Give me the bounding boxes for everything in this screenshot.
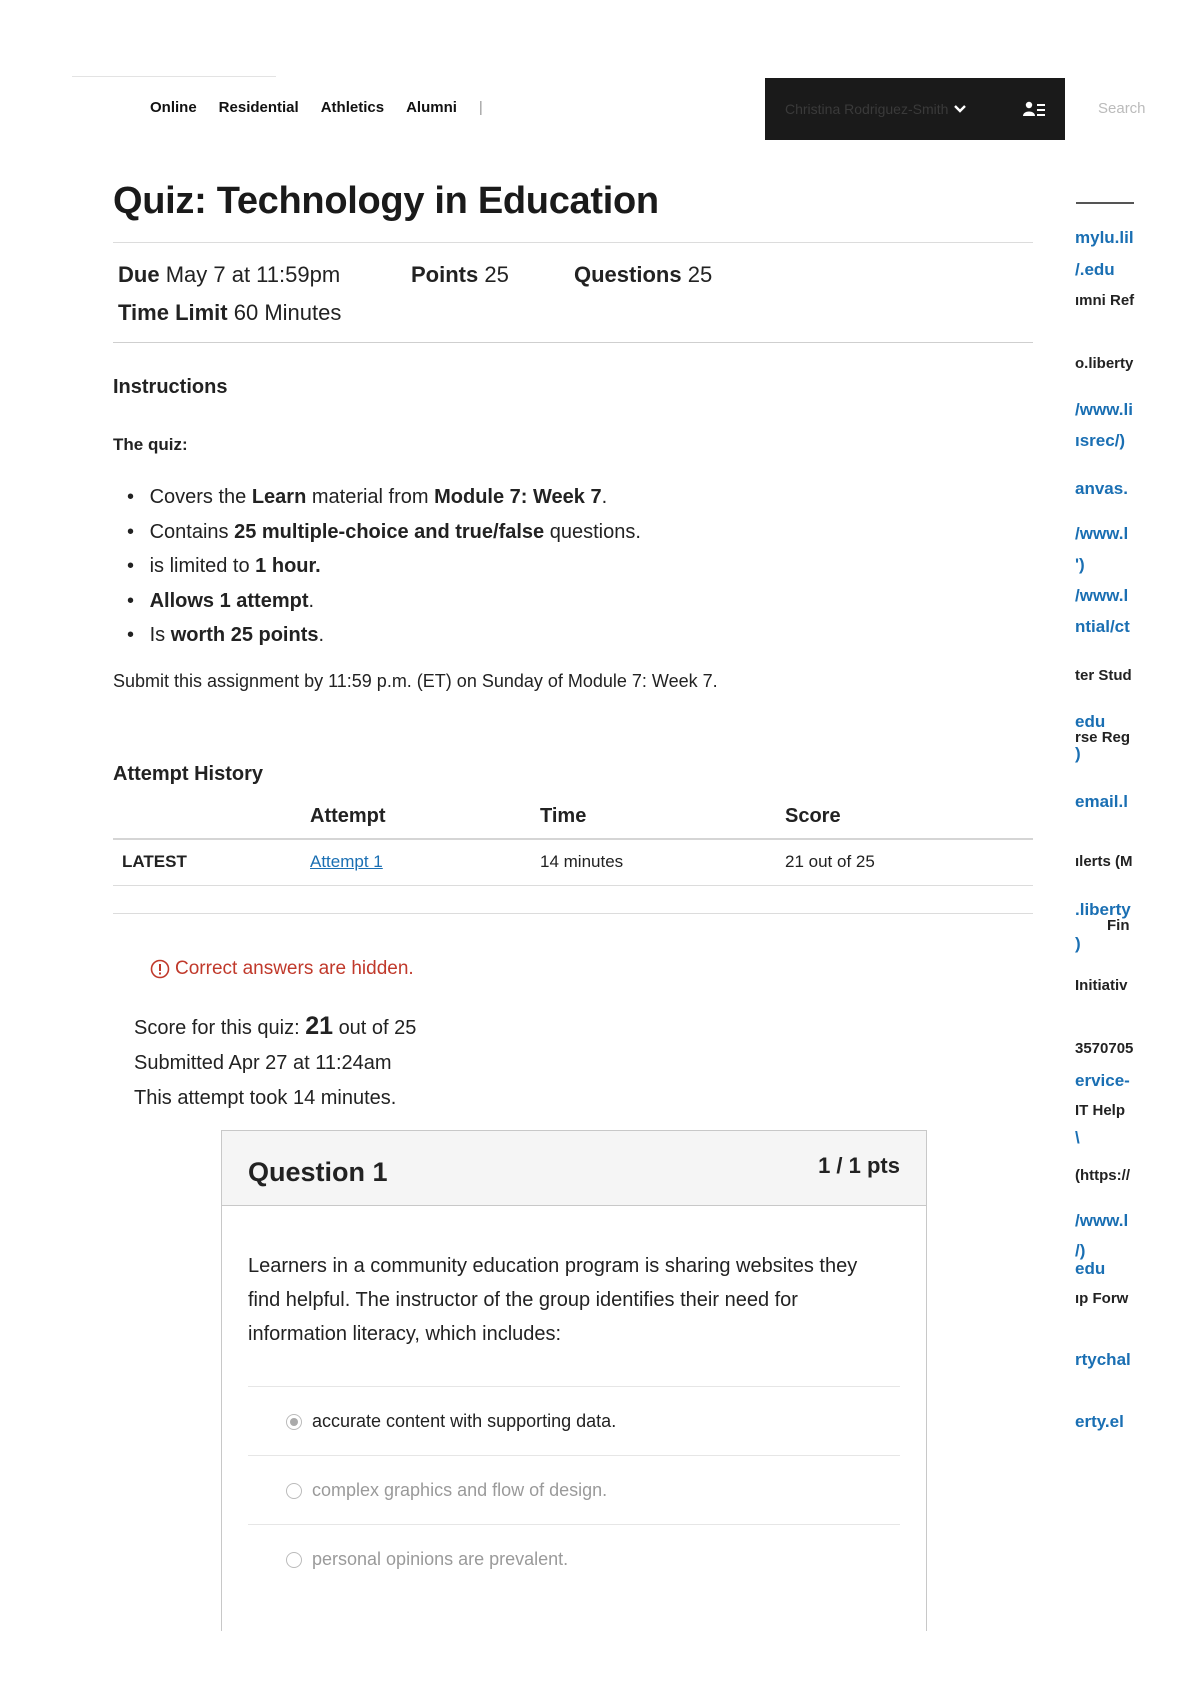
sidebar-link[interactable]: /www.l (1075, 524, 1129, 543)
questions-value: 25 (687, 262, 713, 287)
section-divider (113, 913, 1033, 914)
bullet-text: material from (306, 486, 435, 508)
points-value: 25 (484, 262, 509, 287)
sidebar-link[interactable]: /www.l (1075, 1211, 1129, 1230)
hidden-note-text: Correct answers are hidden. (175, 958, 414, 979)
score-suffix: out of 25 (338, 1017, 417, 1039)
instructions-list (127, 480, 641, 653)
option-divider (248, 1386, 900, 1387)
score-line (134, 1009, 416, 1046)
sidebar-link[interactable]: ntial/ct (1075, 617, 1130, 636)
sidebar-link[interactable]: \ (1075, 1128, 1080, 1147)
sidebar-text: ıp Forw (1075, 1290, 1129, 1307)
sidebar-text: Fin (1107, 917, 1130, 934)
radio-icon[interactable] (286, 1483, 302, 1499)
questions (574, 262, 712, 288)
sidebar-text: o.liberty (1075, 355, 1134, 372)
time-limit-value: 60 Minutes (233, 300, 342, 325)
sidebar-text: 3570705 (1075, 1040, 1134, 1057)
bullet-bold: Allows 1 attempt (149, 589, 309, 612)
answers-hidden-notice (150, 958, 414, 980)
list-item (127, 584, 641, 619)
nav-link-online[interactable]: Online (150, 99, 197, 116)
col-header-attempt: Attempt (310, 805, 386, 827)
user-menu-bar[interactable] (765, 78, 1065, 140)
table-row-divider (113, 885, 1033, 886)
top-divider (72, 76, 276, 77)
submitted-time: Submitted Apr 27 at 11:24am (134, 1052, 392, 1074)
due-label: Due (118, 262, 160, 287)
bullet-text: . (318, 624, 325, 646)
bullet-bold: 25 multiple-choice and true/false (234, 520, 545, 543)
sidebar-link[interactable]: edu (1075, 1259, 1106, 1278)
due-date (118, 262, 340, 288)
points (411, 262, 509, 288)
sidebar-link[interactable]: ') (1075, 555, 1085, 574)
bullet-bold: 1 hour. (255, 555, 321, 577)
sidebar-link[interactable]: ervice- (1075, 1071, 1130, 1090)
sidebar-text: ter Stud (1075, 667, 1132, 684)
nav-link-residential[interactable]: Residential (218, 99, 299, 116)
user-name[interactable]: Christina Rodriguez-Smith (785, 101, 949, 117)
answer-option-label: accurate content with supporting data. (312, 1411, 617, 1431)
col-header-time: Time (540, 805, 587, 827)
option-divider (248, 1524, 900, 1525)
sidebar-link[interactable]: ) (1075, 934, 1081, 953)
latest-tag: LATEST (122, 852, 187, 871)
list-item (127, 618, 641, 653)
sidebar-link[interactable]: ) (1075, 744, 1081, 763)
bullet-bold: Learn (251, 486, 307, 508)
option-divider (248, 1455, 900, 1456)
bullet-text: . (308, 589, 315, 612)
sidebar-link[interactable]: /) (1075, 1241, 1086, 1260)
time-limit-label: Time Limit (118, 300, 228, 325)
attempt-history-heading: Attempt History (113, 763, 264, 785)
bullet-text: Covers the (149, 486, 252, 508)
col-header-score: Score (785, 805, 841, 827)
sidebar-link[interactable]: /www.l (1075, 586, 1129, 605)
sidebar-link[interactable]: edu (1075, 712, 1106, 731)
sidebar-text: (https:// (1075, 1167, 1130, 1184)
quiz-label: The quiz: (113, 435, 188, 454)
quiz-score-summary (134, 1009, 416, 1116)
sidebar-text: ılerts (M (1075, 853, 1133, 870)
bullet-text: Contains (149, 520, 235, 543)
bullet-text: is limited to (149, 555, 256, 577)
nav-link-athletics[interactable]: Athletics (320, 99, 385, 116)
instructions-heading: Instructions (113, 376, 228, 398)
points-label: Points (411, 262, 479, 287)
sidebar-text: Initiativ (1075, 977, 1128, 994)
people-icon[interactable] (1023, 101, 1045, 117)
answer-option-3[interactable] (286, 1549, 568, 1570)
question-points: 1 / 1 pts (818, 1153, 900, 1178)
sidebar-link[interactable]: /www.li (1075, 400, 1133, 419)
sidebar-text: IT Help (1075, 1102, 1126, 1119)
sidebar-link[interactable]: /.edu (1075, 260, 1115, 279)
attempt-score: 21 out of 25 (785, 852, 875, 871)
sidebar-link[interactable]: mylu.lil (1075, 228, 1134, 247)
sidebar-link[interactable]: .liberty (1075, 900, 1131, 919)
bullet-bold: Module 7: Week 7 (434, 486, 602, 508)
sidebar-link[interactable]: anvas. (1075, 479, 1128, 498)
table-header-divider (113, 838, 1033, 840)
score-prefix: Score for this quiz: (134, 1017, 300, 1039)
sidebar-link[interactable]: ısrec/) (1075, 431, 1126, 450)
meta-divider (113, 342, 1033, 343)
answer-option-2[interactable] (286, 1480, 607, 1501)
warning-icon (150, 959, 170, 979)
answer-option-label: personal opinions are prevalent. (312, 1549, 569, 1569)
answer-option-label: complex graphics and flow of design. (312, 1480, 608, 1500)
list-item (127, 480, 641, 515)
top-nav (150, 99, 483, 116)
page-title: Quiz: Technology in Education (113, 180, 659, 222)
sidebar-text: ımni Ref (1075, 292, 1135, 309)
search-input[interactable]: Search (1098, 100, 1146, 117)
radio-selected-icon[interactable] (286, 1414, 302, 1430)
questions-label: Questions (574, 262, 682, 287)
right-sidebar-links (1075, 0, 1146, 1700)
nav-separator: | (478, 99, 483, 116)
attempt-1-link[interactable]: Attempt 1 (310, 852, 383, 871)
answer-option-1[interactable] (286, 1411, 616, 1432)
list-item (127, 549, 641, 584)
submit-instructions: Submit this assignment by 11:59 p.m. (ET) on Sunday of Module 7: Week 7. (113, 671, 718, 691)
attempt-duration: This attempt took 14 minutes. (134, 1087, 397, 1109)
sidebar-link[interactable]: rtychal (1075, 1350, 1131, 1369)
bullet-text: questions. (544, 520, 641, 543)
sidebar-link[interactable]: email.l (1075, 792, 1128, 811)
sidebar-text: rse Reg (1075, 729, 1131, 746)
time-limit (118, 300, 341, 326)
question-card (221, 1130, 927, 1631)
title-divider (113, 242, 1033, 243)
nav-link-alumni[interactable]: Alumni (406, 99, 457, 116)
due-value: May 7 at 11:59pm (165, 262, 341, 287)
bullet-bold: worth 25 points (170, 624, 319, 646)
bullet-text: Is (149, 624, 171, 646)
sidebar-link[interactable]: erty.el (1075, 1412, 1124, 1431)
list-item (127, 515, 641, 550)
radio-icon[interactable] (286, 1552, 302, 1568)
question-text: Learners in a community education program is sharing websites they find helpful. The instructor of the group identifies their need for information literacy, which includes: (248, 1255, 858, 1345)
question-title: Question 1 (248, 1157, 388, 1187)
bullet-text: . (601, 486, 608, 508)
question-header (222, 1131, 926, 1206)
attempt-time: 14 minutes (540, 852, 624, 871)
chevron-down-icon[interactable] (954, 102, 966, 117)
score-value: 21 (305, 1012, 333, 1040)
